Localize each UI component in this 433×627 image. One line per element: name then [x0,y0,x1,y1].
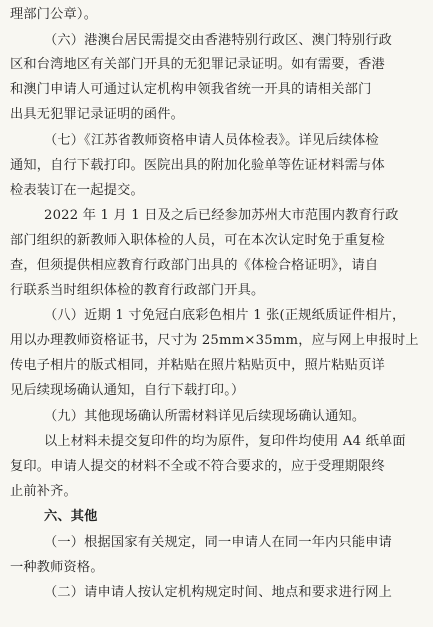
text-line: （六）港澳台居民需提交由香港特别行政区、澳门特别行政 [44,33,393,48]
text-line: 用以办理教师资格证书，尺寸为 25mm×35mm，应与网上申报时上 [10,333,419,348]
text-line: 理部门公章）。 [10,7,98,22]
text-line: 复印。申请人提交的材料不全或不符合要求的，应于受理期限终 [10,459,385,474]
text-line: 行联系当时组织体检的教育行政部门开具。 [10,283,265,298]
text-line: 区和台湾地区有关部门开具的无犯罪记录证明。如有需要，香港 [10,57,385,72]
text-line: 检表装订在一起提交。 [10,183,144,198]
text-line: 出具无犯罪记录证明的函件。 [10,107,185,122]
text-line: 查，但须提供相应教育行政部门出具的《体检合格证明》，请自 [10,258,379,273]
text-line: （七）《江苏省教师资格申请人员体检表》。详见后续体检 [44,133,379,148]
text-line: 通知，自行下载打印。医院出具的附加化验单等佐证材料需与体 [10,158,385,173]
text-line: 传电子相片的版式相同，并粘贴在照片粘贴页中，照片粘贴页详 [10,358,385,373]
text-line: 一种教师资格。 [10,560,104,575]
text-line: 见后续现场确认通知，自行下载打印。） [10,383,245,398]
text-line: 部门组织的新教师入职体检的人员，可在本次认定时免于重复检 [10,233,385,248]
text-line: 2022 年 1 月 1 日及之后已经参加苏州大市范围内教育行政 [44,208,399,223]
text-line: 以上材料未提交复印件的均为原件，复印件均使用 A4 纸单面 [44,434,406,449]
text-line: （一）根据国家有关规定，同一申请人在同一年内只能申请 [44,535,393,550]
text-line: （八）近期 1 寸免冠白底彩色相片 1 张(正规纸质证件相片， [44,308,406,323]
text-line: 止前补齐。 [10,484,77,499]
text-line: 和澳门申请人可通过认定机构申领我省统一开具的请相关部门 [10,82,372,97]
section-heading: 六、其他 [44,509,98,524]
text-line: （九）其他现场确认所需材料详见后续现场确认通知。 [44,409,366,424]
text-line: （二）请申请人按认定机构规定时间、地点和要求进行网上 [44,585,393,600]
